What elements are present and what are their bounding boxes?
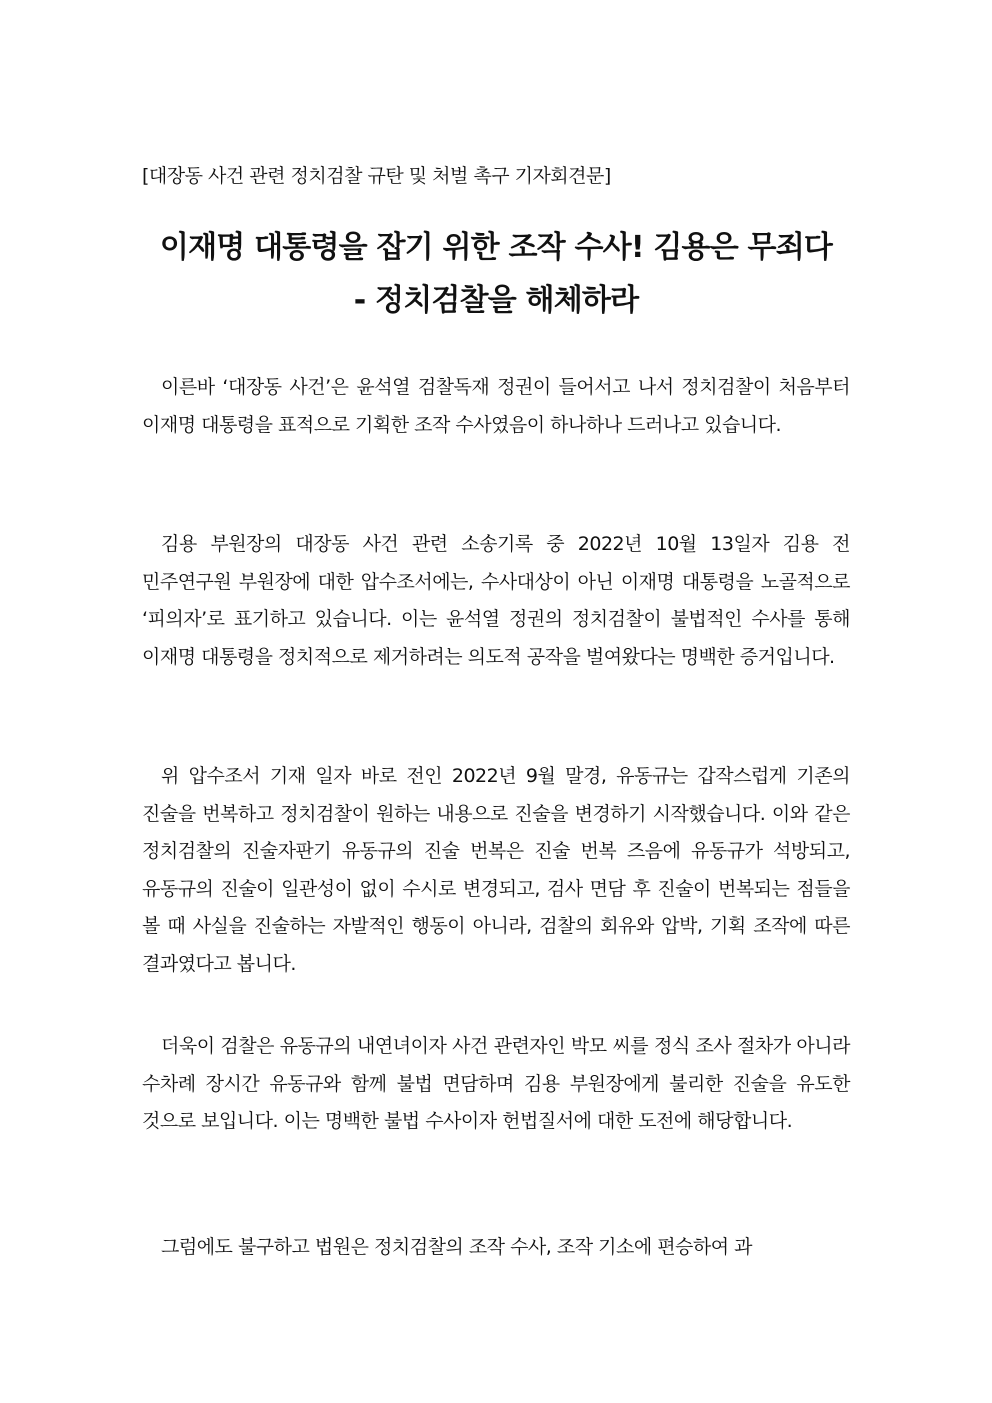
body-paragraph-1: 이른바 ‘대장동 사건’은 윤석열 검찰독재 정권이 들어서고 나서 정치검찰이 처음부터 이재명 대통령을 표적으로 기획한 조작 수사였음이 하나하나 드러나고 있습니다. [142,376,850,436]
body-paragraph-3: 위 압수조서 기재 일자 바로 전인 2022년 9월 말경, 유동규는 갑작스럽게 기존의 진술을 번복하고 정치검찰이 원하는 내용으로 진술을 변경하기 시작했습니다. 이와 같은 정치검찰의 진술자판기 유동규의 진술 번복은 진술 번복 즈음에 유동규가 석방되고, 유동규의 진술이 일관성이 없이 수시로 변경되고, 검사 면담 후 진술이 번복되는 점들을 볼 때 사실을 진술하는 자발적인 행동이 아니라, 검찰의 회유와 압박, 기획 조작에 따른 결과였다고 봅니다. [142,765,850,975]
press-release-subtitle: [대장동 사건 관련 정치검찰 규탄 및 처벌 촉구 기자회견문] [142,165,611,187]
body-paragraph-5: 그럼에도 불구하고 법원은 정치검찰의 조작 수사, 조작 기소에 편승하여 과 [161,1236,753,1258]
body-paragraph-2: 김용 부원장의 대장동 사건 관련 소송기록 중 2022년 10월 13일자 김용 전 민주연구원 부원장에 대한 압수조서에는, 수사대상이 아닌 이재명 대통령을 노골적으로 ‘피의자’로 표기하고 있습니다. 이는 윤석열 정권의 정치검찰이 불법적인 수사를 통해 이재명 대통령을 정치적으로 제거하려는 의도적 공작을 벌여왔다는 명백한 증거입니다. [142,533,850,668]
headline-line-2: - 정치검찰을 해체하라 [353,283,639,318]
headline-line-1: 이재명 대통령을 잡기 위한 조작 수사! 김용은 무죄다 [159,230,833,265]
body-paragraph-4: 더욱이 검찰은 유동규의 내연녀이자 사건 관련자인 박모 씨를 정식 조사 절차가 아니라 수차례 장시간 유동규와 함께 불법 면담하며 김용 부원장에게 불리한 진술을 유도한 것으로 보입니다. 이는 명백한 불법 수사이자 헌법질서에 대한 도전에 해당합니다. [142,1035,850,1133]
